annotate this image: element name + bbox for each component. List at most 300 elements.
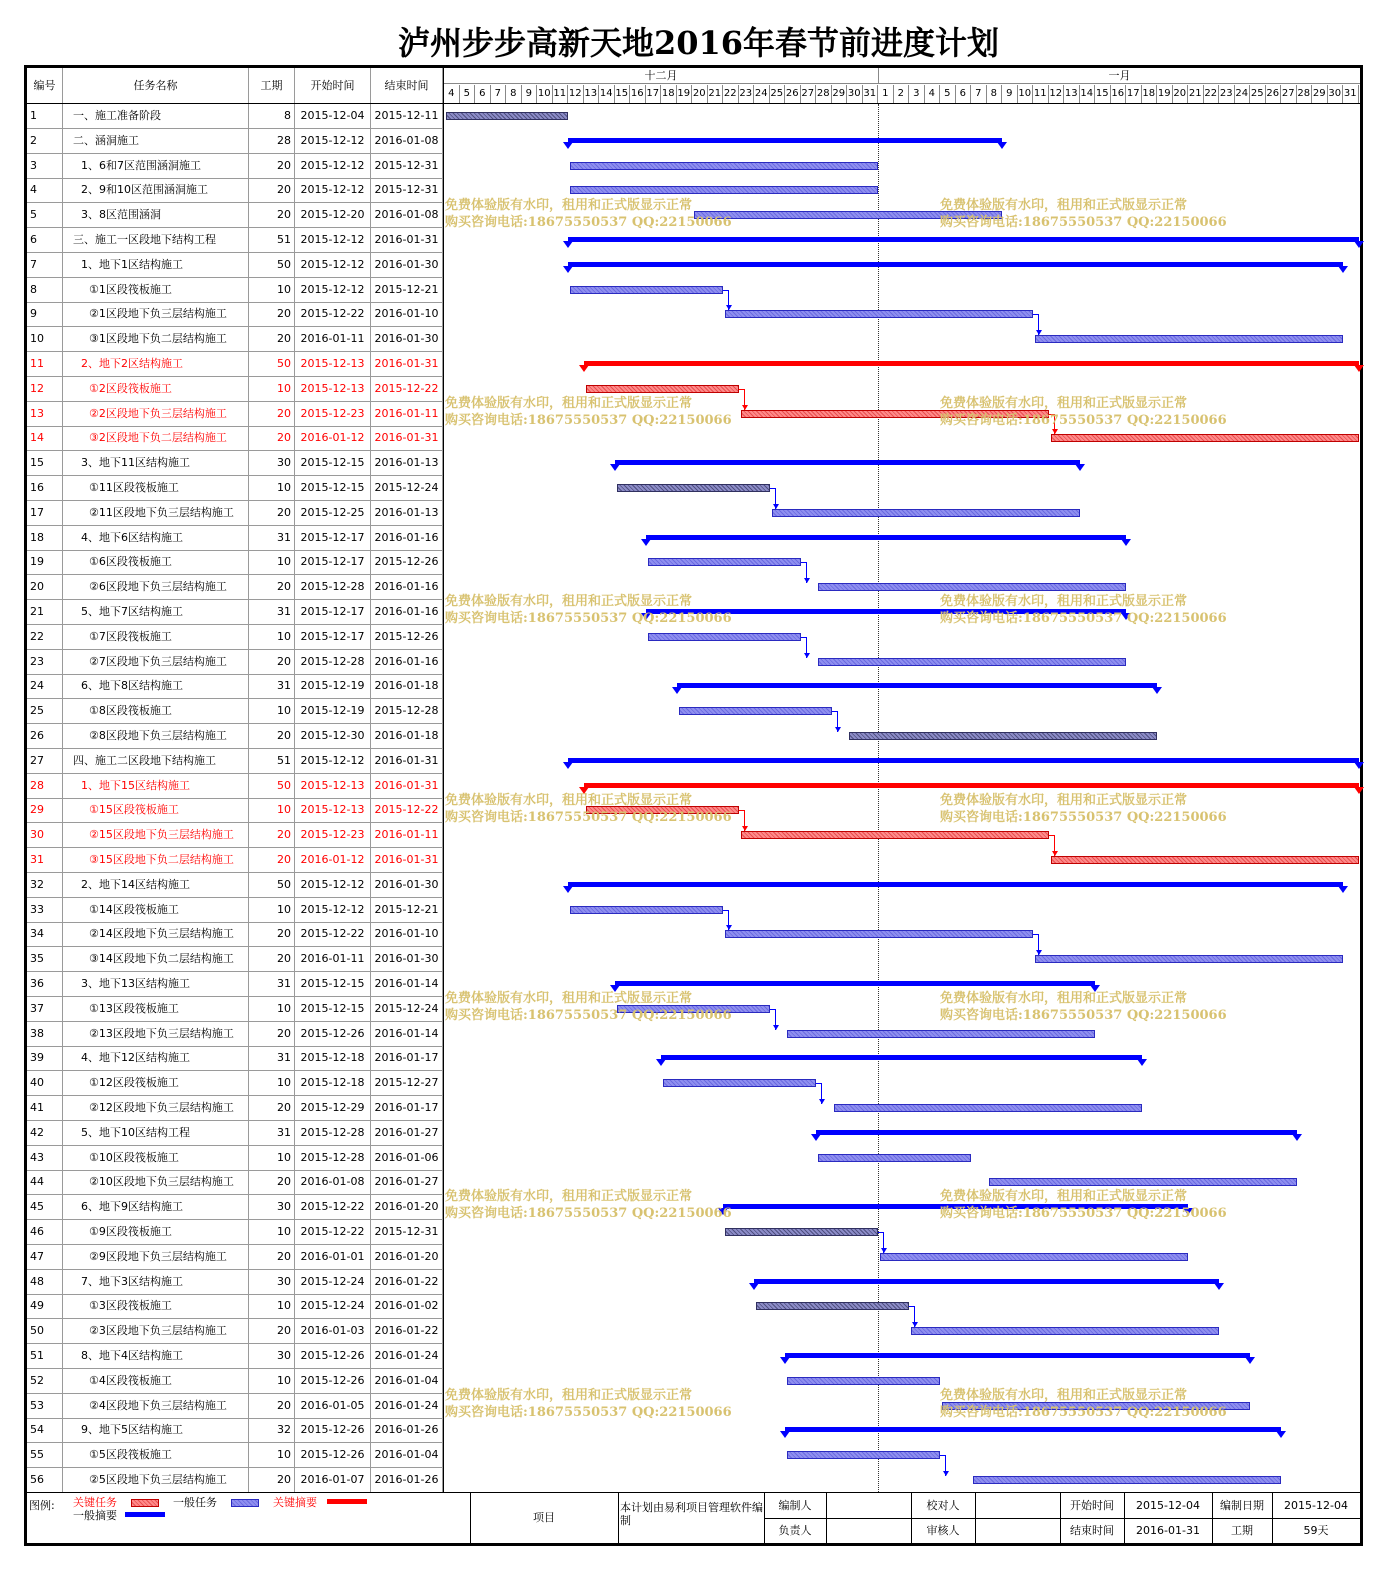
- task-name: 1、地下15区结构施工: [63, 774, 249, 798]
- day-tick: 11: [553, 85, 569, 103]
- task-no: 46: [27, 1220, 63, 1244]
- task-duration: 20: [249, 1096, 295, 1120]
- table-row[interactable]: [27, 1443, 443, 1468]
- task-bar[interactable]: [880, 1253, 1188, 1261]
- task-no: 49: [27, 1294, 63, 1318]
- task-end: 2016-01-24: [371, 1344, 443, 1368]
- task-no: 37: [27, 997, 63, 1021]
- table-row[interactable]: [27, 451, 443, 476]
- task-bar[interactable]: [834, 1104, 1142, 1112]
- table-row[interactable]: [27, 922, 443, 947]
- watermark-line1: 免费体验版有水印，租用和正式版显示正常: [940, 594, 1188, 609]
- task-duration: 20: [249, 1468, 295, 1492]
- critical-task-bar[interactable]: [1051, 434, 1359, 442]
- task-end: 2016-01-27: [371, 1170, 443, 1194]
- task-bar[interactable]: [849, 732, 1157, 740]
- task-name: 3、8区范围涵洞: [63, 203, 249, 227]
- task-name: ①4区段筏板施工: [63, 1369, 249, 1393]
- task-end: 2015-12-22: [371, 798, 443, 822]
- task-start: 2015-12-30: [295, 724, 371, 748]
- day-tick: 18: [1142, 85, 1158, 103]
- table-row[interactable]: [27, 798, 443, 823]
- task-bar[interactable]: [663, 1079, 816, 1087]
- task-end: 2016-01-18: [371, 724, 443, 748]
- task-start: 2016-01-03: [295, 1319, 371, 1343]
- table-row[interactable]: [27, 1245, 443, 1270]
- table-row[interactable]: [27, 1146, 443, 1171]
- task-duration: 31: [249, 600, 295, 624]
- task-bar[interactable]: [772, 509, 1080, 517]
- table-row[interactable]: [27, 575, 443, 600]
- legend-label: 图例:: [29, 1499, 55, 1512]
- task-no: 17: [27, 501, 63, 525]
- day-tick: 21: [1188, 85, 1204, 103]
- table-row[interactable]: [27, 550, 443, 575]
- watermark-line1: 免费体验版有水印，租用和正式版显示正常: [445, 793, 693, 808]
- table-row[interactable]: [27, 1394, 443, 1419]
- task-no: 11: [27, 352, 63, 376]
- day-tick: 10: [537, 85, 553, 103]
- task-bar[interactable]: [1035, 955, 1343, 963]
- table-row[interactable]: [27, 129, 443, 154]
- watermark: [445, 395, 732, 429]
- table-row[interactable]: [27, 848, 443, 873]
- day-tick: 2: [894, 85, 910, 103]
- task-end: 2016-01-31: [371, 426, 443, 450]
- table-row[interactable]: [27, 1096, 443, 1121]
- task-name: ③2区段地下负二层结构施工: [63, 426, 249, 450]
- summary-end-marker: [1338, 886, 1348, 893]
- table-row[interactable]: [27, 699, 443, 724]
- day-tick: 29: [1312, 85, 1328, 103]
- table-row[interactable]: [27, 1270, 443, 1295]
- day-tick: 18: [661, 85, 677, 103]
- task-duration: 10: [249, 997, 295, 1021]
- task-no: 31: [27, 848, 63, 872]
- summary-end-marker: [672, 687, 682, 694]
- task-no: 34: [27, 922, 63, 946]
- task-start: 2015-12-13: [295, 377, 371, 401]
- task-end: 2016-01-20: [371, 1245, 443, 1269]
- table-row[interactable]: [27, 278, 443, 303]
- table-row[interactable]: [27, 823, 443, 848]
- footer-reviewer-label: 审核人: [926, 1524, 960, 1537]
- summary-bar[interactable]: [754, 1279, 1219, 1284]
- watermark: [445, 197, 732, 231]
- summary-bar[interactable]: [584, 783, 1359, 788]
- footer-owner-label: 负责人: [778, 1524, 812, 1537]
- task-no: 45: [27, 1195, 63, 1219]
- day-tick: 16: [1111, 85, 1127, 103]
- day-tick: 17: [1126, 85, 1142, 103]
- task-start: 2015-12-25: [295, 501, 371, 525]
- day-tick: 25: [770, 85, 786, 103]
- day-tick: 10: [1018, 85, 1034, 103]
- table-row[interactable]: [27, 600, 443, 625]
- table-row[interactable]: [27, 253, 443, 278]
- task-bar[interactable]: [570, 162, 878, 170]
- task-duration: 10: [249, 1220, 295, 1244]
- task-duration: 20: [249, 1245, 295, 1269]
- task-start: 2015-12-28: [295, 1146, 371, 1170]
- table-row[interactable]: [27, 302, 443, 327]
- task-no: 55: [27, 1443, 63, 1467]
- watermark-line2: 购买咨询电话:18675550537 QQ:22150066: [445, 611, 732, 626]
- task-name: ③1区段地下负二层结构施工: [63, 327, 249, 351]
- task-bar[interactable]: [818, 1154, 971, 1162]
- task-name: ①2区段筏板施工: [63, 377, 249, 401]
- task-bar[interactable]: [570, 906, 723, 914]
- table-row[interactable]: [27, 1369, 443, 1394]
- task-no: 7: [27, 253, 63, 277]
- day-tick: 7: [971, 85, 987, 103]
- task-name: ①7区段筏板施工: [63, 625, 249, 649]
- table-row[interactable]: [27, 1220, 443, 1245]
- task-duration: 20: [249, 1319, 295, 1343]
- task-end: 2016-01-31: [371, 848, 443, 872]
- task-start: 2015-12-12: [295, 253, 371, 277]
- task-duration: 31: [249, 526, 295, 550]
- task-name: 4、地下12区结构施工: [63, 1046, 249, 1070]
- summary-end-marker: [579, 365, 589, 372]
- task-start: 2015-12-13: [295, 352, 371, 376]
- critical-task-bar[interactable]: [741, 831, 1049, 839]
- summary-bar[interactable]: [568, 237, 1359, 242]
- task-bar[interactable]: [973, 1476, 1281, 1484]
- watermark-line2: 购买咨询电话:18675550537 QQ:22150066: [940, 1008, 1227, 1023]
- task-duration: 31: [249, 972, 295, 996]
- task-name: ②13区段地下负三层结构施工: [63, 1022, 249, 1046]
- task-start: 2015-12-26: [295, 1344, 371, 1368]
- table-row[interactable]: [27, 749, 443, 774]
- task-start: 2016-01-08: [295, 1170, 371, 1194]
- table-row[interactable]: [27, 1344, 443, 1369]
- watermark: [445, 1387, 732, 1421]
- legend-crit-label: 关键任务: [73, 1496, 117, 1509]
- dependency-arrow: [804, 578, 810, 583]
- summary-end-marker: [1354, 365, 1364, 372]
- task-duration: 30: [249, 1270, 295, 1294]
- task-bar[interactable]: [787, 1377, 940, 1385]
- summary-bar[interactable]: [568, 262, 1343, 267]
- task-duration: 32: [249, 1418, 295, 1442]
- summary-bar[interactable]: [584, 361, 1359, 366]
- table-row[interactable]: [27, 476, 443, 501]
- footer: [27, 1492, 1360, 1543]
- task-name: 6、地下9区结构施工: [63, 1195, 249, 1219]
- task-end: 2016-01-30: [371, 873, 443, 897]
- task-bar[interactable]: [911, 1327, 1219, 1335]
- summary-end-marker: [1137, 1059, 1147, 1066]
- table-row[interactable]: [27, 724, 443, 749]
- legend-crit-sum-swatch: [327, 1499, 367, 1504]
- task-duration: 50: [249, 774, 295, 798]
- table-row[interactable]: [27, 972, 443, 997]
- table-row[interactable]: [27, 1046, 443, 1071]
- task-no: 35: [27, 947, 63, 971]
- task-start: 2015-12-26: [295, 1443, 371, 1467]
- task-end: 2016-01-31: [371, 352, 443, 376]
- table-row[interactable]: [27, 377, 443, 402]
- task-bar[interactable]: [725, 310, 1033, 318]
- table-row[interactable]: [27, 625, 443, 650]
- table-row[interactable]: [27, 526, 443, 551]
- task-duration: 10: [249, 550, 295, 574]
- task-start: 2015-12-28: [295, 1121, 371, 1145]
- watermark: [940, 990, 1227, 1024]
- task-duration: 20: [249, 947, 295, 971]
- task-duration: 20: [249, 327, 295, 351]
- table-row[interactable]: [27, 1170, 443, 1195]
- watermark: [940, 395, 1227, 429]
- task-start: 2015-12-26: [295, 1418, 371, 1442]
- watermark-line2: 购买咨询电话:18675550537 QQ:22150066: [445, 1008, 732, 1023]
- day-tick: 29: [832, 85, 848, 103]
- task-bar[interactable]: [756, 1302, 909, 1310]
- table-row[interactable]: [27, 1121, 443, 1146]
- task-no: 23: [27, 650, 63, 674]
- task-no: 18: [27, 526, 63, 550]
- task-start: 2015-12-17: [295, 625, 371, 649]
- footer-start-label: 开始时间: [1070, 1499, 1114, 1512]
- task-end: 2016-01-13: [371, 451, 443, 475]
- task-name: ②14区段地下负三层结构施工: [63, 922, 249, 946]
- summary-bar[interactable]: [646, 535, 1127, 540]
- watermark-line1: 免费体验版有水印，租用和正式版显示正常: [445, 991, 693, 1006]
- table-row[interactable]: [27, 501, 443, 526]
- task-no: 41: [27, 1096, 63, 1120]
- table-row[interactable]: [27, 352, 443, 377]
- task-no: 26: [27, 724, 63, 748]
- task-duration: 20: [249, 575, 295, 599]
- task-no: 36: [27, 972, 63, 996]
- task-start: 2015-12-15: [295, 997, 371, 1021]
- summary-end-marker: [780, 1357, 790, 1364]
- task-bar[interactable]: [570, 286, 723, 294]
- month-dec: 十二月: [444, 68, 878, 84]
- task-name: 6、地下8区结构施工: [63, 674, 249, 698]
- task-start: 2015-12-17: [295, 550, 371, 574]
- summary-end-marker: [563, 266, 573, 273]
- summary-bar[interactable]: [568, 758, 1359, 763]
- day-tick: 11: [1033, 85, 1049, 103]
- watermark-line1: 免费体验版有水印，租用和正式版显示正常: [940, 1388, 1188, 1403]
- summary-bar[interactable]: [615, 981, 1096, 986]
- table-row[interactable]: [27, 1418, 443, 1443]
- task-bar[interactable]: [679, 707, 832, 715]
- table-row[interactable]: [27, 774, 443, 799]
- table-row[interactable]: [27, 898, 443, 923]
- task-duration: 50: [249, 253, 295, 277]
- task-no: 3: [27, 154, 63, 178]
- day-tick: 31: [863, 85, 879, 103]
- watermark-line1: 免费体验版有水印，租用和正式版显示正常: [445, 198, 693, 213]
- task-start: 2015-12-19: [295, 699, 371, 723]
- task-bar[interactable]: [648, 558, 801, 566]
- task-no: 54: [27, 1418, 63, 1442]
- task-start: 2015-12-18: [295, 1071, 371, 1095]
- task-name: 2、9和10区范围涵洞施工: [63, 178, 249, 202]
- table-row[interactable]: [27, 1319, 443, 1344]
- task-no: 13: [27, 402, 63, 426]
- table-row[interactable]: [27, 873, 443, 898]
- table-row[interactable]: [27, 203, 443, 228]
- footer-maker-label: 编制人: [778, 1499, 812, 1512]
- task-end: 2016-01-20: [371, 1195, 443, 1219]
- summary-end-marker: [656, 1059, 666, 1066]
- task-bar[interactable]: [818, 583, 1126, 591]
- day-tick: 15: [1095, 85, 1111, 103]
- table-row[interactable]: [27, 104, 443, 129]
- table-row[interactable]: [27, 426, 443, 451]
- task-bar[interactable]: [648, 633, 801, 641]
- table-row[interactable]: [27, 947, 443, 972]
- task-no: 25: [27, 699, 63, 723]
- task-name: ③14区段地下负二层结构施工: [63, 947, 249, 971]
- watermark-line1: 免费体验版有水印，租用和正式版显示正常: [445, 396, 693, 411]
- task-bar[interactable]: [989, 1178, 1297, 1186]
- task-duration: 50: [249, 352, 295, 376]
- task-no: 14: [27, 426, 63, 450]
- day-tick: 1: [878, 85, 894, 103]
- table-row[interactable]: [27, 650, 443, 675]
- summary-bar[interactable]: [785, 1353, 1250, 1358]
- day-tick: 27: [801, 85, 817, 103]
- table-row[interactable]: [27, 997, 443, 1022]
- watermark: [940, 1188, 1227, 1222]
- table-row[interactable]: [27, 402, 443, 427]
- summary-bar[interactable]: [785, 1427, 1281, 1432]
- task-name: ②9区段地下负三层结构施工: [63, 1245, 249, 1269]
- task-duration: 51: [249, 749, 295, 773]
- summary-end-marker: [1354, 241, 1364, 248]
- task-name: 8、地下4区结构施工: [63, 1344, 249, 1368]
- task-start: 2016-01-01: [295, 1245, 371, 1269]
- task-end: 2016-01-16: [371, 526, 443, 550]
- task-no: 47: [27, 1245, 63, 1269]
- task-duration: 10: [249, 278, 295, 302]
- legend-normal-label: 一般任务: [173, 1496, 217, 1509]
- summary-end-marker: [1245, 1357, 1255, 1364]
- task-start: 2015-12-15: [295, 451, 371, 475]
- summary-end-marker: [1338, 266, 1348, 273]
- timeline-header: [443, 68, 1360, 104]
- task-no: 27: [27, 749, 63, 773]
- summary-end-marker: [563, 142, 573, 149]
- task-start: 2015-12-19: [295, 674, 371, 698]
- table-row[interactable]: [27, 674, 443, 699]
- watermark: [445, 593, 732, 627]
- day-tick: 4: [925, 85, 941, 103]
- table-row[interactable]: [27, 1294, 443, 1319]
- task-duration: 10: [249, 1369, 295, 1393]
- task-duration: 20: [249, 922, 295, 946]
- task-name: ②6区段地下负三层结构施工: [63, 575, 249, 599]
- task-end: 2016-01-30: [371, 253, 443, 277]
- legend-crit-sum-label: 关键摘要: [273, 1496, 317, 1509]
- task-bar[interactable]: [617, 484, 770, 492]
- summary-bar[interactable]: [568, 882, 1343, 887]
- day-tick: 6: [475, 85, 491, 103]
- task-end: 2016-01-13: [371, 501, 443, 525]
- task-no: 43: [27, 1146, 63, 1170]
- task-duration: 30: [249, 451, 295, 475]
- task-name: ③15区段地下负二层结构施工: [63, 848, 249, 872]
- watermark: [940, 792, 1227, 826]
- watermark-line2: 购买咨询电话:18675550537 QQ:22150066: [940, 611, 1227, 626]
- task-bar[interactable]: [725, 1228, 878, 1236]
- table-row[interactable]: [27, 1022, 443, 1047]
- task-duration: 20: [249, 178, 295, 202]
- task-name: ①9区段筏板施工: [63, 1220, 249, 1244]
- footer-end-label: 结束时间: [1070, 1524, 1114, 1537]
- day-tick: 27: [1281, 85, 1297, 103]
- task-no: 21: [27, 600, 63, 624]
- table-row[interactable]: [27, 228, 443, 253]
- page-title: 泸州步步高新天地2016年春节前进度计划: [397, 24, 1000, 62]
- table-row[interactable]: [27, 327, 443, 352]
- critical-task-bar[interactable]: [1051, 856, 1359, 864]
- summary-bar[interactable]: [568, 138, 1002, 143]
- watermark-line2: 购买咨询电话:18675550537 QQ:22150066: [940, 1405, 1227, 1420]
- task-end: 2016-01-26: [371, 1468, 443, 1492]
- task-end: 2015-12-31: [371, 178, 443, 202]
- task-end: 2015-12-31: [371, 1220, 443, 1244]
- task-end: 2015-12-28: [371, 699, 443, 723]
- task-bar[interactable]: [787, 1030, 1095, 1038]
- task-duration: 10: [249, 377, 295, 401]
- task-start: 2015-12-18: [295, 1046, 371, 1070]
- table-row[interactable]: [27, 178, 443, 203]
- day-tick: 22: [723, 85, 739, 103]
- task-name: 2、地下2区结构施工: [63, 352, 249, 376]
- task-no: 20: [27, 575, 63, 599]
- table-row[interactable]: [27, 1195, 443, 1220]
- task-bar[interactable]: [446, 112, 568, 120]
- task-bar[interactable]: [818, 658, 1126, 666]
- task-name: 3、地下11区结构施工: [63, 451, 249, 475]
- task-duration: 20: [249, 426, 295, 450]
- dependency-arrow: [943, 1471, 949, 1476]
- task-bar[interactable]: [1035, 335, 1343, 343]
- day-tick: 8: [987, 85, 1003, 103]
- task-start: 2015-12-12: [295, 154, 371, 178]
- watermark-line1: 免费体验版有水印，租用和正式版显示正常: [940, 396, 1188, 411]
- critical-task-bar[interactable]: [586, 385, 739, 393]
- task-bar[interactable]: [570, 186, 878, 194]
- task-duration: 20: [249, 154, 295, 178]
- summary-bar[interactable]: [661, 1055, 1142, 1060]
- table-row[interactable]: [27, 154, 443, 179]
- task-duration: 20: [249, 501, 295, 525]
- summary-bar[interactable]: [816, 1130, 1297, 1135]
- watermark-line1: 免费体验版有水印，租用和正式版显示正常: [445, 1388, 693, 1403]
- task-end: 2015-12-24: [371, 476, 443, 500]
- task-start: 2015-12-15: [295, 972, 371, 996]
- summary-bar[interactable]: [615, 460, 1080, 465]
- table-row[interactable]: [27, 1071, 443, 1096]
- summary-end-marker: [1075, 464, 1085, 471]
- watermark-line2: 购买咨询电话:18675550537 QQ:22150066: [445, 1206, 732, 1221]
- task-bar[interactable]: [725, 930, 1033, 938]
- task-end: 2015-12-31: [371, 154, 443, 178]
- task-start: 2016-01-12: [295, 426, 371, 450]
- task-duration: 28: [249, 129, 295, 153]
- dependency-arrow: [804, 653, 810, 658]
- task-bar[interactable]: [787, 1451, 940, 1459]
- summary-bar[interactable]: [677, 683, 1158, 688]
- watermark-line2: 购买咨询电话:18675550537 QQ:22150066: [445, 215, 732, 230]
